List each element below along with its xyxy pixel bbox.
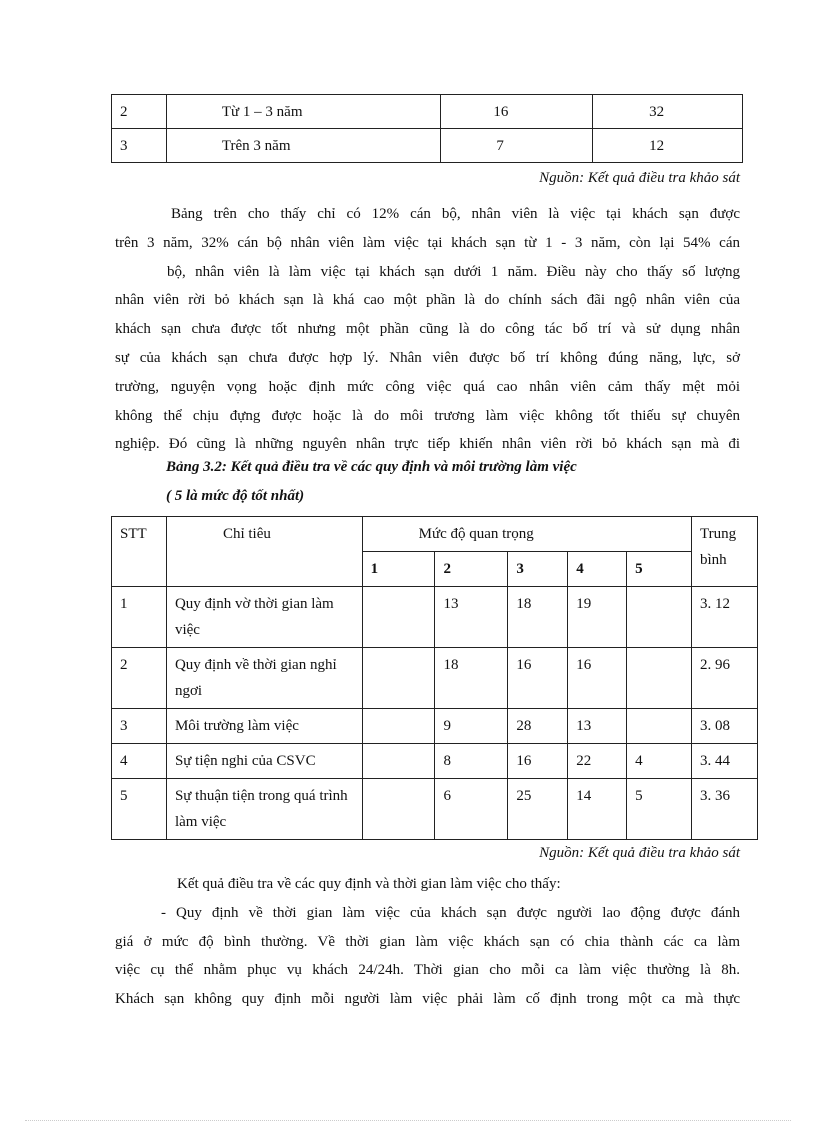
cell-l2: 9 bbox=[435, 709, 508, 744]
para-line: không thể chịu đựng được hoặc là do môi trương làm việc không tốt thiếu sự chuyên bbox=[115, 407, 740, 424]
cell-l3: 16 bbox=[508, 648, 568, 709]
cell-l3: 16 bbox=[508, 744, 568, 779]
cell-l4: 22 bbox=[568, 744, 627, 779]
cell-avg: 3. 12 bbox=[691, 587, 757, 648]
table-row bbox=[112, 709, 758, 744]
table-subcaption: ( 5 là mức độ tốt nhất) bbox=[166, 488, 305, 504]
table-row bbox=[112, 95, 743, 129]
cell-label: Từ 1 – 3 năm bbox=[166, 95, 441, 129]
cell-stt: 3 bbox=[112, 709, 167, 744]
cell-l4: 16 bbox=[568, 648, 627, 709]
cell-avg: 3. 08 bbox=[691, 709, 757, 744]
cell-l2: 8 bbox=[435, 744, 508, 779]
paragraph-results bbox=[115, 870, 740, 1014]
cell-avg: 2. 96 bbox=[691, 648, 757, 709]
cell-l3: 25 bbox=[508, 779, 568, 840]
cell-l3: 18 bbox=[508, 587, 568, 648]
cell-l5: 4 bbox=[627, 744, 692, 779]
para-line: trường, nguyện vọng hoặc định mức công việc quá cao nhân viên cảm thấy mệt mỏi bbox=[115, 378, 740, 395]
header-indicator: Chỉ tiêu bbox=[166, 517, 362, 587]
cell-l1 bbox=[362, 709, 435, 744]
cell-l5: 5 bbox=[627, 779, 692, 840]
cell-l3: 28 bbox=[508, 709, 568, 744]
cell-pct: 12 bbox=[593, 129, 743, 163]
para-line: việc cụ thể nhằm phục vụ khách 24/24h. Thời gian cho mỗi ca làm việc thường là 8h. bbox=[115, 962, 740, 979]
para-line: Bảng trên cho thấy chỉ có 12% cán bộ, nhân viên là việc tại khách sạn được bbox=[171, 206, 740, 222]
cell-count: 16 bbox=[441, 95, 593, 129]
header-stt: STT bbox=[112, 517, 167, 587]
cell-stt: 3 bbox=[112, 129, 167, 163]
table-row bbox=[112, 587, 758, 648]
para-line: - Quy định về thời gian làm việc của khách sạn được người lao động được đánh bbox=[161, 904, 740, 921]
cell-l2: 18 bbox=[435, 648, 508, 709]
level-3: 3 bbox=[508, 552, 568, 587]
cell-stt: 1 bbox=[112, 587, 167, 648]
table-row bbox=[112, 744, 758, 779]
page-bottom-divider bbox=[25, 1120, 791, 1121]
paragraph-analysis bbox=[115, 200, 740, 459]
cell-indicator: Môi trường làm việc bbox=[166, 709, 362, 744]
table-row bbox=[112, 779, 758, 840]
cell-avg: 3. 44 bbox=[691, 744, 757, 779]
cell-count: 7 bbox=[441, 129, 593, 163]
cell-indicator: Quy định về thời gian nghỉ ngơi bbox=[166, 648, 362, 709]
header-importance: Mức độ quan trọng bbox=[362, 517, 691, 552]
para-line: Khách sạn không quy định mỗi người làm việc phải làm cố định trong một ca mà thực bbox=[115, 991, 740, 1008]
duration-table bbox=[111, 94, 743, 163]
table-row bbox=[112, 648, 758, 709]
cell-l4: 13 bbox=[568, 709, 627, 744]
cell-l1 bbox=[362, 587, 435, 648]
table-row bbox=[112, 129, 743, 163]
cell-pct: 32 bbox=[593, 95, 743, 129]
cell-l5 bbox=[627, 709, 692, 744]
cell-l2: 6 bbox=[435, 779, 508, 840]
regulations-table bbox=[111, 516, 758, 840]
level-2: 2 bbox=[435, 552, 508, 587]
cell-avg: 3. 36 bbox=[691, 779, 757, 840]
cell-l1 bbox=[362, 779, 435, 840]
cell-l4: 14 bbox=[568, 779, 627, 840]
cell-indicator: Sự tiện nghi của CSVC bbox=[166, 744, 362, 779]
cell-label: Trên 3 năm bbox=[166, 129, 441, 163]
table-caption: Bảng 3.2: Kết quả điều tra về các quy định và môi trường làm việc bbox=[166, 459, 577, 475]
level-4: 4 bbox=[568, 552, 627, 587]
cell-l1 bbox=[362, 648, 435, 709]
table-source: Nguồn: Kết quả điều tra khảo sát bbox=[539, 170, 740, 186]
para-line: trên 3 năm, 32% cán bộ nhân viên làm việc tại khách sạn từ 1 - 3 năm, còn lại 54% cán bbox=[115, 234, 740, 251]
header-average: Trung bình bbox=[691, 517, 757, 587]
cell-l5 bbox=[627, 648, 692, 709]
cell-stt: 4 bbox=[112, 744, 167, 779]
cell-stt: 5 bbox=[112, 779, 167, 840]
para-line: bộ, nhân viên là làm việc tại khách sạn dưới 1 năm. Điều này cho thấy số lượng bbox=[167, 263, 740, 280]
para-line: nghiệp. Đó cũng là những nguyên nhân trực tiếp khiến nhân viên rời bỏ khách sạn mà đi bbox=[115, 436, 740, 453]
para-line: sự của khách sạn chưa được hợp lý. Nhân viên được bố trí không đúng năng, lực, sở bbox=[115, 349, 740, 366]
para-line: khách sạn chưa được tốt nhưng một phần cũng là do công tác bố trí và sử dụng nhân bbox=[115, 321, 740, 338]
level-1: 1 bbox=[362, 552, 435, 587]
para-line: giá ở mức độ bình thường. Về thời gian làm việc khách sạn có chia thành các ca làm bbox=[115, 933, 740, 950]
para-intro: Kết quả điều tra về các quy định và thời gian làm việc cho thấy: bbox=[177, 876, 561, 892]
cell-l4: 19 bbox=[568, 587, 627, 648]
header-row bbox=[112, 517, 758, 552]
cell-l5 bbox=[627, 587, 692, 648]
cell-l2: 13 bbox=[435, 587, 508, 648]
cell-indicator: Quy định vờ thời gian làm việc bbox=[166, 587, 362, 648]
cell-stt: 2 bbox=[112, 95, 167, 129]
cell-stt: 2 bbox=[112, 648, 167, 709]
table2-source: Nguồn: Kết quả điều tra khảo sát bbox=[539, 845, 740, 861]
level-5: 5 bbox=[627, 552, 692, 587]
cell-indicator: Sự thuận tiện trong quá trình làm việc bbox=[166, 779, 362, 840]
cell-l1 bbox=[362, 744, 435, 779]
para-line: nhân viên rời bỏ khách sạn là khá cao một phần là do chính sách đãi ngộ nhân viên của bbox=[115, 292, 740, 309]
